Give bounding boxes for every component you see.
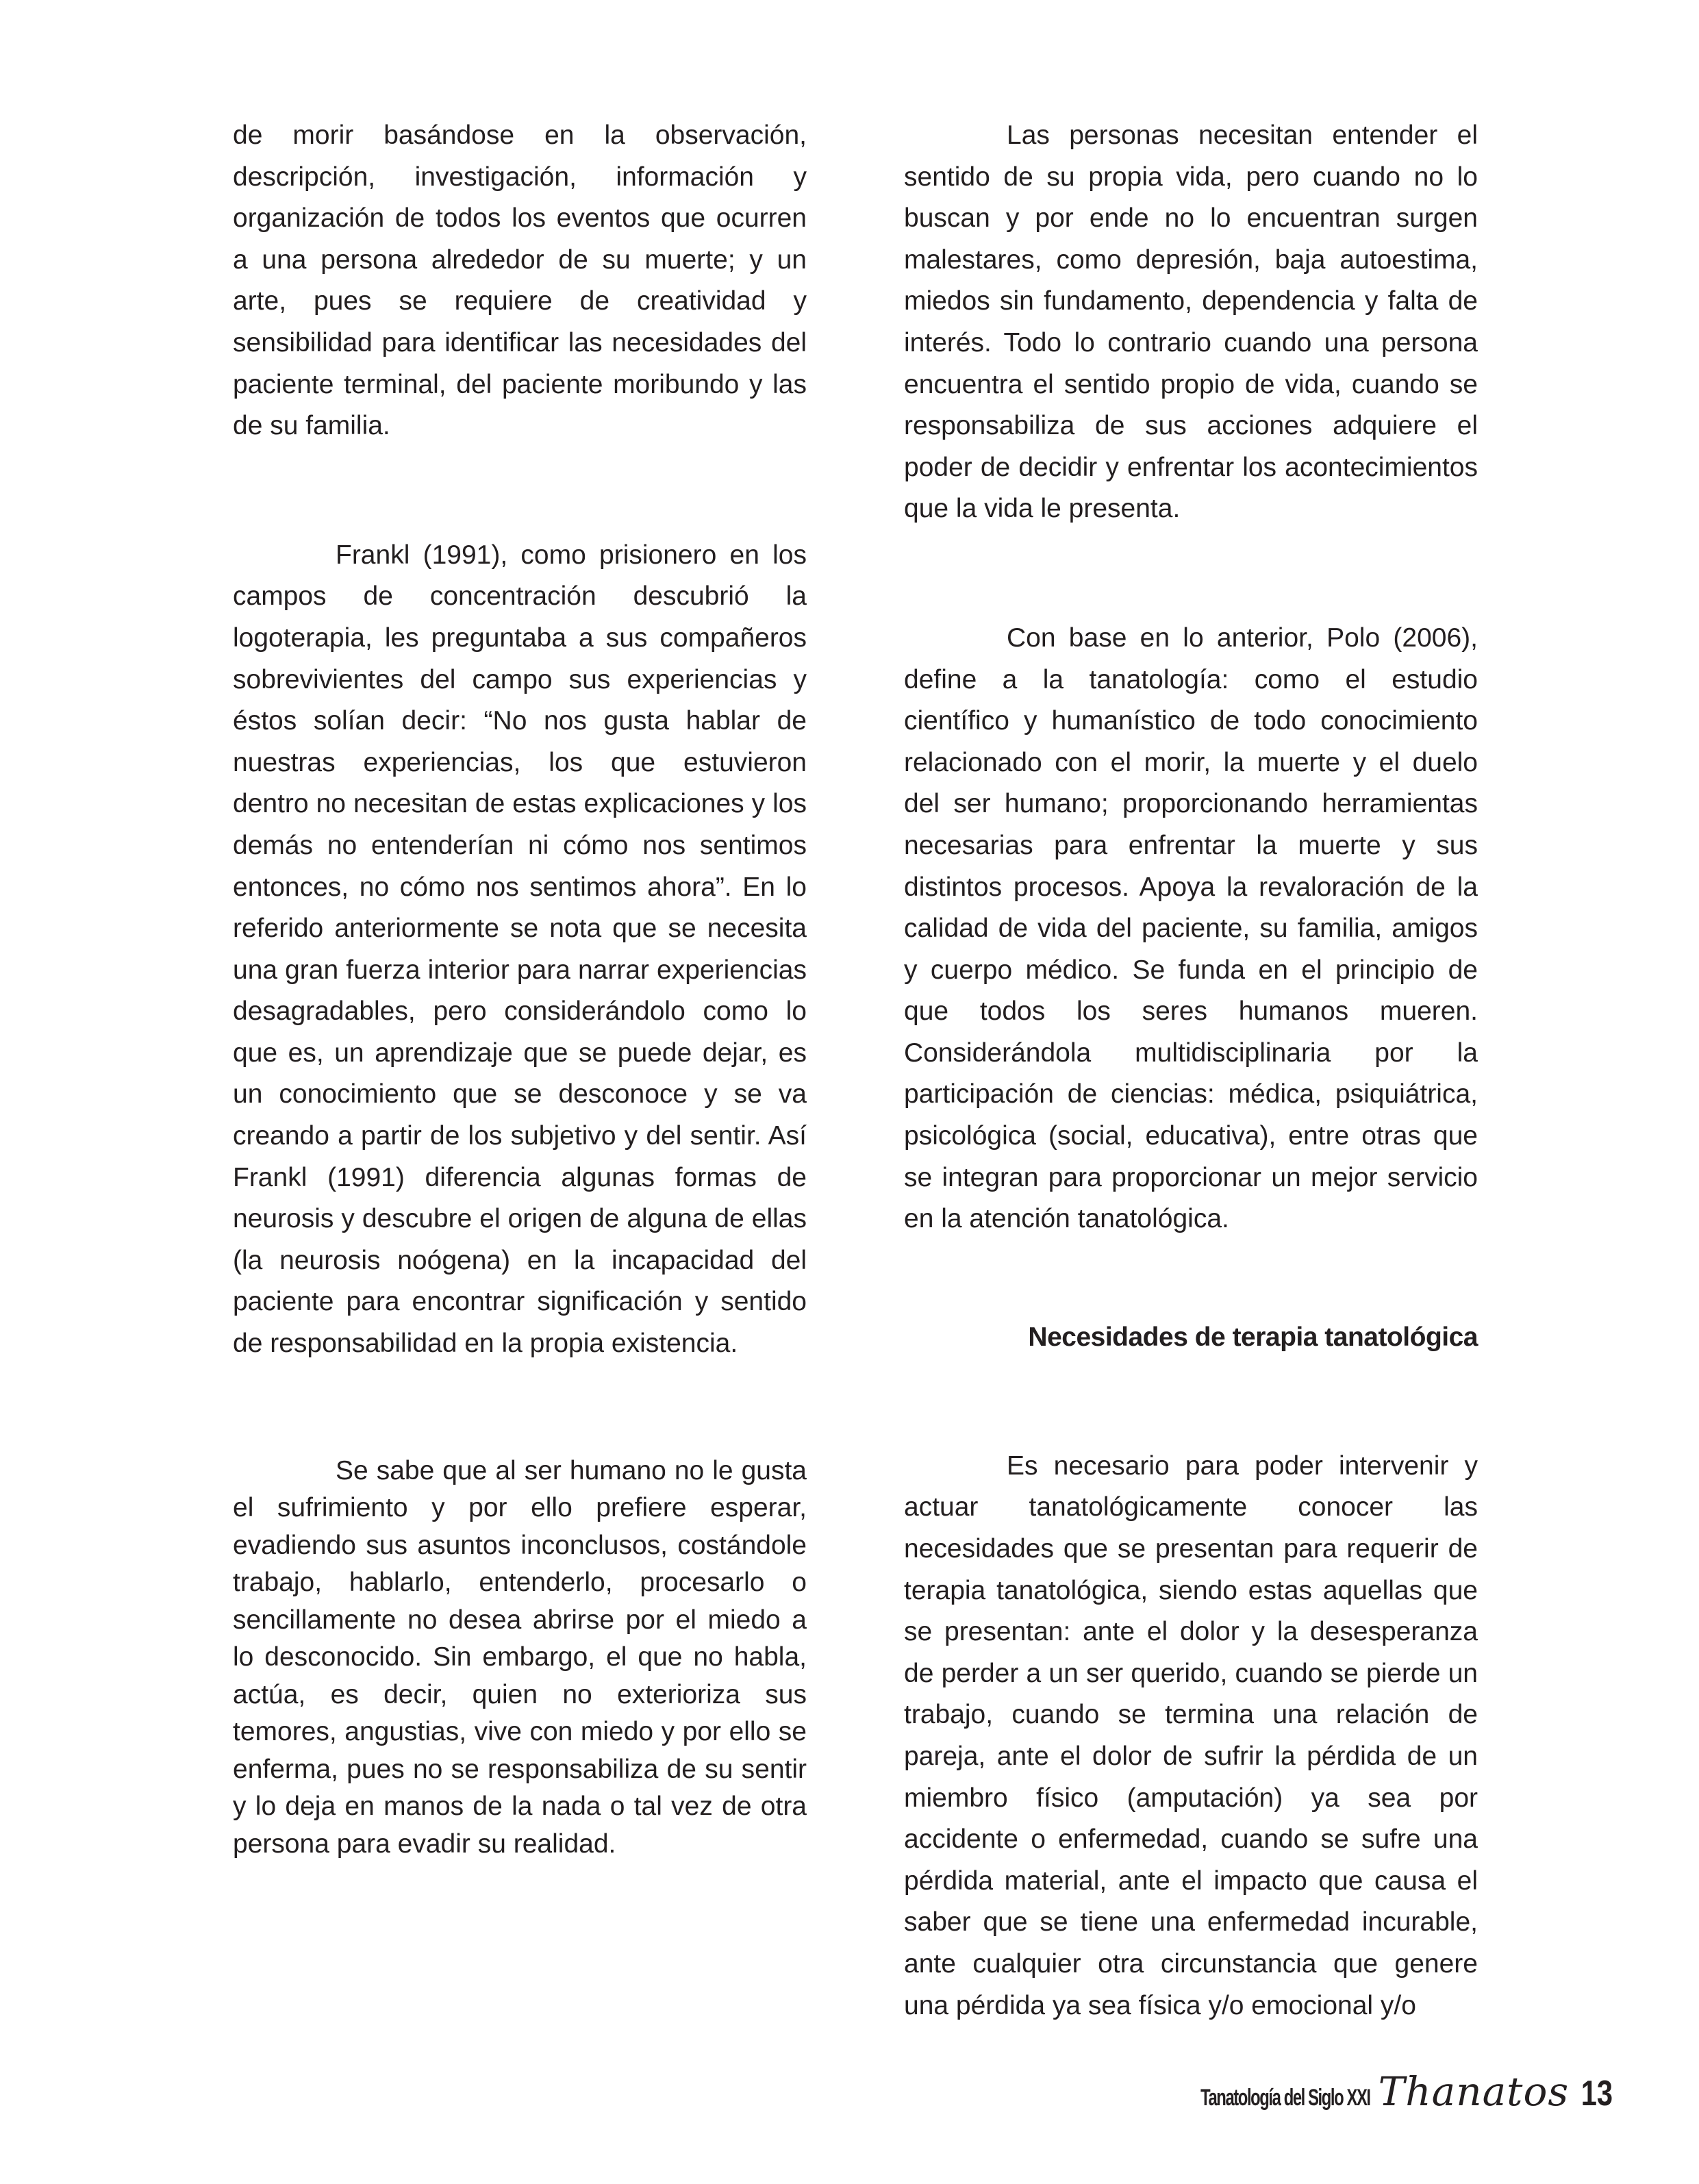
left-paragraph-3: Se sabe que al ser humano no le gusta el sufrimiento y por ello prefiere esperar, evadiendo sus asuntos inconclusos, costándole trabajo, hablarlo, entenderlo, procesarlo o sencillamente no desea abrirse por el miedo a lo desconocido. Sin embargo, el que no habla, actúa, es decir, quien no exterioriza sus temores, angustias, vive con miedo y por ello se enferma, pues no se responsabiliza de su sentir y lo deja en manos de la nada o tal vez de otra persona para evadir su realidad. [233,1455,807,1859]
paragraph-gap [233,447,807,535]
page-footer [1128,2068,1617,2115]
paragraph-gap [233,1365,807,1453]
right-column [904,115,1478,2026]
right-paragraph-1: Las personas necesitan entender el sentido de su propia vida, pero cuando no lo buscan y por ende no lo encuentran surgen malestares, como depresión, baja autoestima, miedos sin fundamento, dependencia y falta de interés. Todo lo contrario cuando una persona encuentra el sentido propio de vida, cuando se responsabiliza de sus acciones adquiere el poder de decidir y enfrentar los acontecimientos que la vida le presenta. [904,121,1478,524]
paragraph-gap [904,530,1478,618]
right-paragraph-2: Con base en lo anterior, Polo (2006), define a la tanatología: como el estudio científico y humanístico de todo conocimiento relacionado con el morir, la muerte y el duelo del ser humano; proporcionando herramientas necesarias para enfrentar la muerte y sus distintos procesos. Apoya la revaloración de la calidad de vida del paciente, su familia, amigos y cuerpo médico. Se funda en el principio de que todos los seres humanos mueren. Considerándola multidisciplinaria por la participación de ciencias: médica, psiquiátrica, psicológica (social, educativa), entre otras que se integran para proporcionar un mejor servicio en la atención tanatológica. [904,623,1478,1234]
footer-logo: Thanatos [1378,2068,1570,2115]
left-paragraph-1: de morir basándose en la observación, descripción, investigación, información y organización de todos los eventos que ocurren a una persona alrededor de su muerte; y un arte, pues se requiere de creatividad y sensibilidad para identificar las necesidades del paciente terminal, del paciente moribundo y las de su familia. [233,121,807,441]
footer-series-title: Tanatología del Siglo XXI [1200,2085,1370,2111]
right-paragraph-3: Es necesario para poder intervenir y actuar tanatológicamente conocer las necesidades que se presentan para requerir de terapia tanatológica, siendo estas aquellas que se presentan: ante el dolor y la desesperanza de perder a un ser querido, cuando se pierde un trabajo, cuando se termina una relación de pareja, ante el dolor de sufrir la pérdida de un miembro físico (amputación) ya sea por accidente o enfermedad, cuando se sufre una pérdida material, ante el impacto que causa el saber que se tiene una enfermedad incurable, ante cualquier otra circunstancia que genere una pérdida ya sea física y/o emocional y/o [904,1451,1478,2020]
left-paragraph-2: Frankl (1991), como prisionero en los campos de concentración descubrió la logoterapia, les preguntaba a sus compañeros sobrevivientes del campo sus experiencias y éstos solían decir: “No nos gusta hablar de nuestras experiencias, los que estuvieron dentro no necesitan de estas explicaciones y los demás no entenderían ni cómo nos sentimos entonces, no cómo nos sentimos ahora”. En lo referido anteriormente se nota que se necesita una gran fuerza interior para narrar experiencias desagradables, pero considerándolo como lo que es, un aprendizaje que se puede dejar, es un conocimiento que se desconoce y se va creando a partir de los subjetivo y del sentir. Así Frankl (1991) diferencia algunas formas de neurosis y descubre el origen de alguna de ellas (la neurosis noógena) en la incapacidad del paciente para encontrar significación y sentido de responsabilidad en la propia existencia. [233,540,807,1359]
paragraph-gap [904,1240,1478,1317]
paragraph-gap [904,1358,1478,1446]
left-paragraph-3-wrap [233,1453,807,1863]
page-number: 13 [1581,2074,1613,2113]
left-column [233,115,807,1863]
section-heading: Necesidades de terapia tanatológica [1028,1322,1478,1352]
